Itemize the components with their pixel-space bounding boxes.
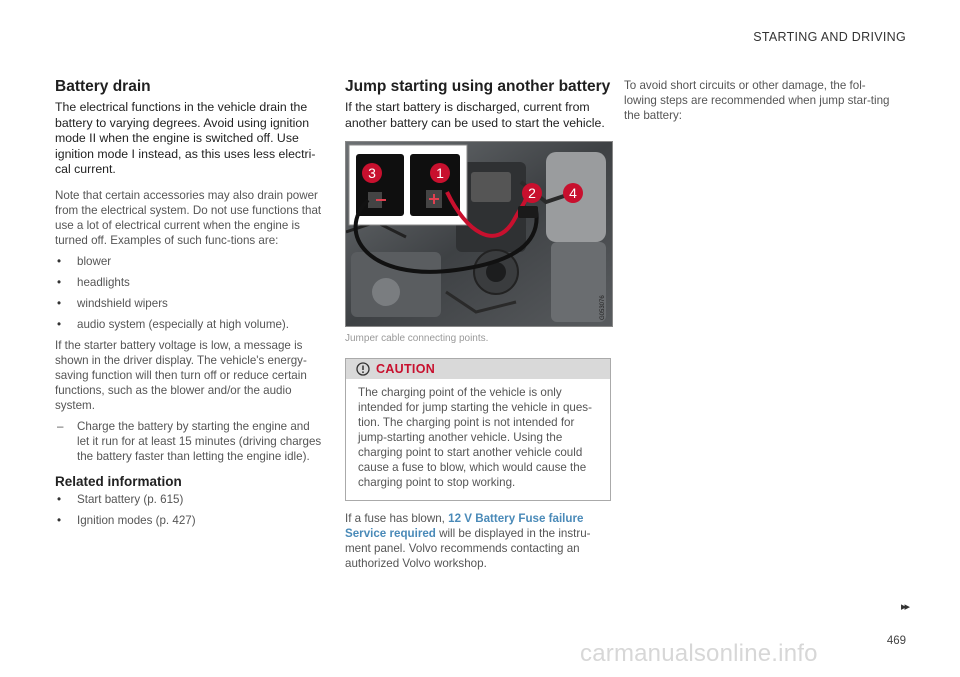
low-voltage-text: If the starter battery voltage is low, a message is shown in the driver display. The vehicle's energy-saving function will then turn off or reduce certain functions, such as the blower and/or the audio system.: [55, 338, 307, 412]
caution-header: [346, 359, 610, 379]
list-item: • blower: [57, 254, 112, 268]
fuse-failure-message: 12 V Battery Fuse failure Service required: [345, 512, 584, 541]
examples-list: [55, 254, 323, 332]
left-column: [55, 78, 323, 534]
battery-drain-intro: The electrical functions in the vehicle drain the battery to varying degrees. Avoid using ignition mode II when the engine is switched off. Use ignition mode I instead, as this uses less electri-cal current.: [55, 100, 316, 177]
related-link-ignition-modes[interactable]: • Ignition modes (p. 427): [57, 513, 196, 527]
svg-text:1: 1: [436, 165, 444, 182]
jumper-cable-figure: [345, 141, 613, 327]
step-dash: –: [57, 419, 64, 433]
watermark: carmanualsonline.info: [580, 640, 818, 667]
engine-bay-illustration: [346, 142, 612, 326]
list-item: • audio system (especially at high volume).: [57, 317, 290, 331]
charge-step: – Charge the battery by starting the engine and let it run for at least 15 minutes (driving charges the battery faster than letting the engine idle).: [57, 419, 322, 463]
related-information-heading: Related information: [55, 473, 182, 489]
callout-4: [563, 183, 583, 203]
figure-caption: Jumper cable connecting points.: [345, 333, 489, 345]
bullet-icon: •: [57, 275, 62, 289]
caution-box: [345, 358, 611, 501]
jump-starting-heading: Jump starting using another battery: [345, 78, 611, 95]
next-page-icon[interactable]: ▸▸: [900, 601, 908, 613]
page-number: 469: [886, 635, 906, 647]
section-title: STARTING AND DRIVING: [753, 30, 906, 44]
bullet-icon: •: [57, 254, 62, 268]
accessories-note: Note that certain accessories may also drain power from the electrical system. Do not use functions that use a lot of electrical current when the engine is turned off. Examples of such func-tions are:: [55, 188, 322, 247]
svg-text:4: 4: [569, 185, 577, 202]
caution-title: CAUTION: [376, 362, 436, 377]
battery-drain-heading: Battery drain: [55, 78, 151, 95]
svg-text:2: 2: [528, 185, 536, 202]
bullet-icon: •: [57, 492, 62, 506]
caution-icon: [356, 362, 370, 376]
callout-2: [522, 183, 542, 203]
right-column: [624, 78, 892, 129]
figure-code: G053076: [600, 295, 606, 321]
middle-column: [345, 78, 613, 571]
bullet-icon: •: [57, 317, 62, 331]
fuse-message-paragraph: If a fuse has blown, 12 V Battery Fuse failure Service required will be displayed in the instru-ment panel. Volvo recommends contacting an authorized Volvo workshop.: [345, 512, 591, 571]
jump-start-steps-intro: To avoid short circuits or other damage, the fol-lowing steps are recommended when jump star-ting the battery:: [624, 79, 890, 122]
jump-starting-intro: If the start battery is discharged, current from another battery can be used to start the vehicle.: [345, 100, 605, 130]
list-item: • headlights: [57, 275, 130, 289]
svg-text:3: 3: [368, 165, 376, 182]
caution-text: The charging point of the vehicle is only intended for jump starting the vehicle in ques-tion. The charging point is not intended for jump-starting another vehicle. Using the charging point to start another vehicle could cause a fuse to blow, which would cause the charging point to stop working.: [358, 386, 592, 490]
callout-3: [362, 163, 382, 183]
callout-1: [430, 163, 450, 183]
bullet-icon: •: [57, 513, 62, 527]
related-links-list: [55, 492, 323, 528]
list-item: • windshield wipers: [57, 296, 168, 310]
related-link-start-battery[interactable]: • Start battery (p. 615): [57, 492, 184, 506]
bullet-icon: •: [57, 296, 62, 310]
